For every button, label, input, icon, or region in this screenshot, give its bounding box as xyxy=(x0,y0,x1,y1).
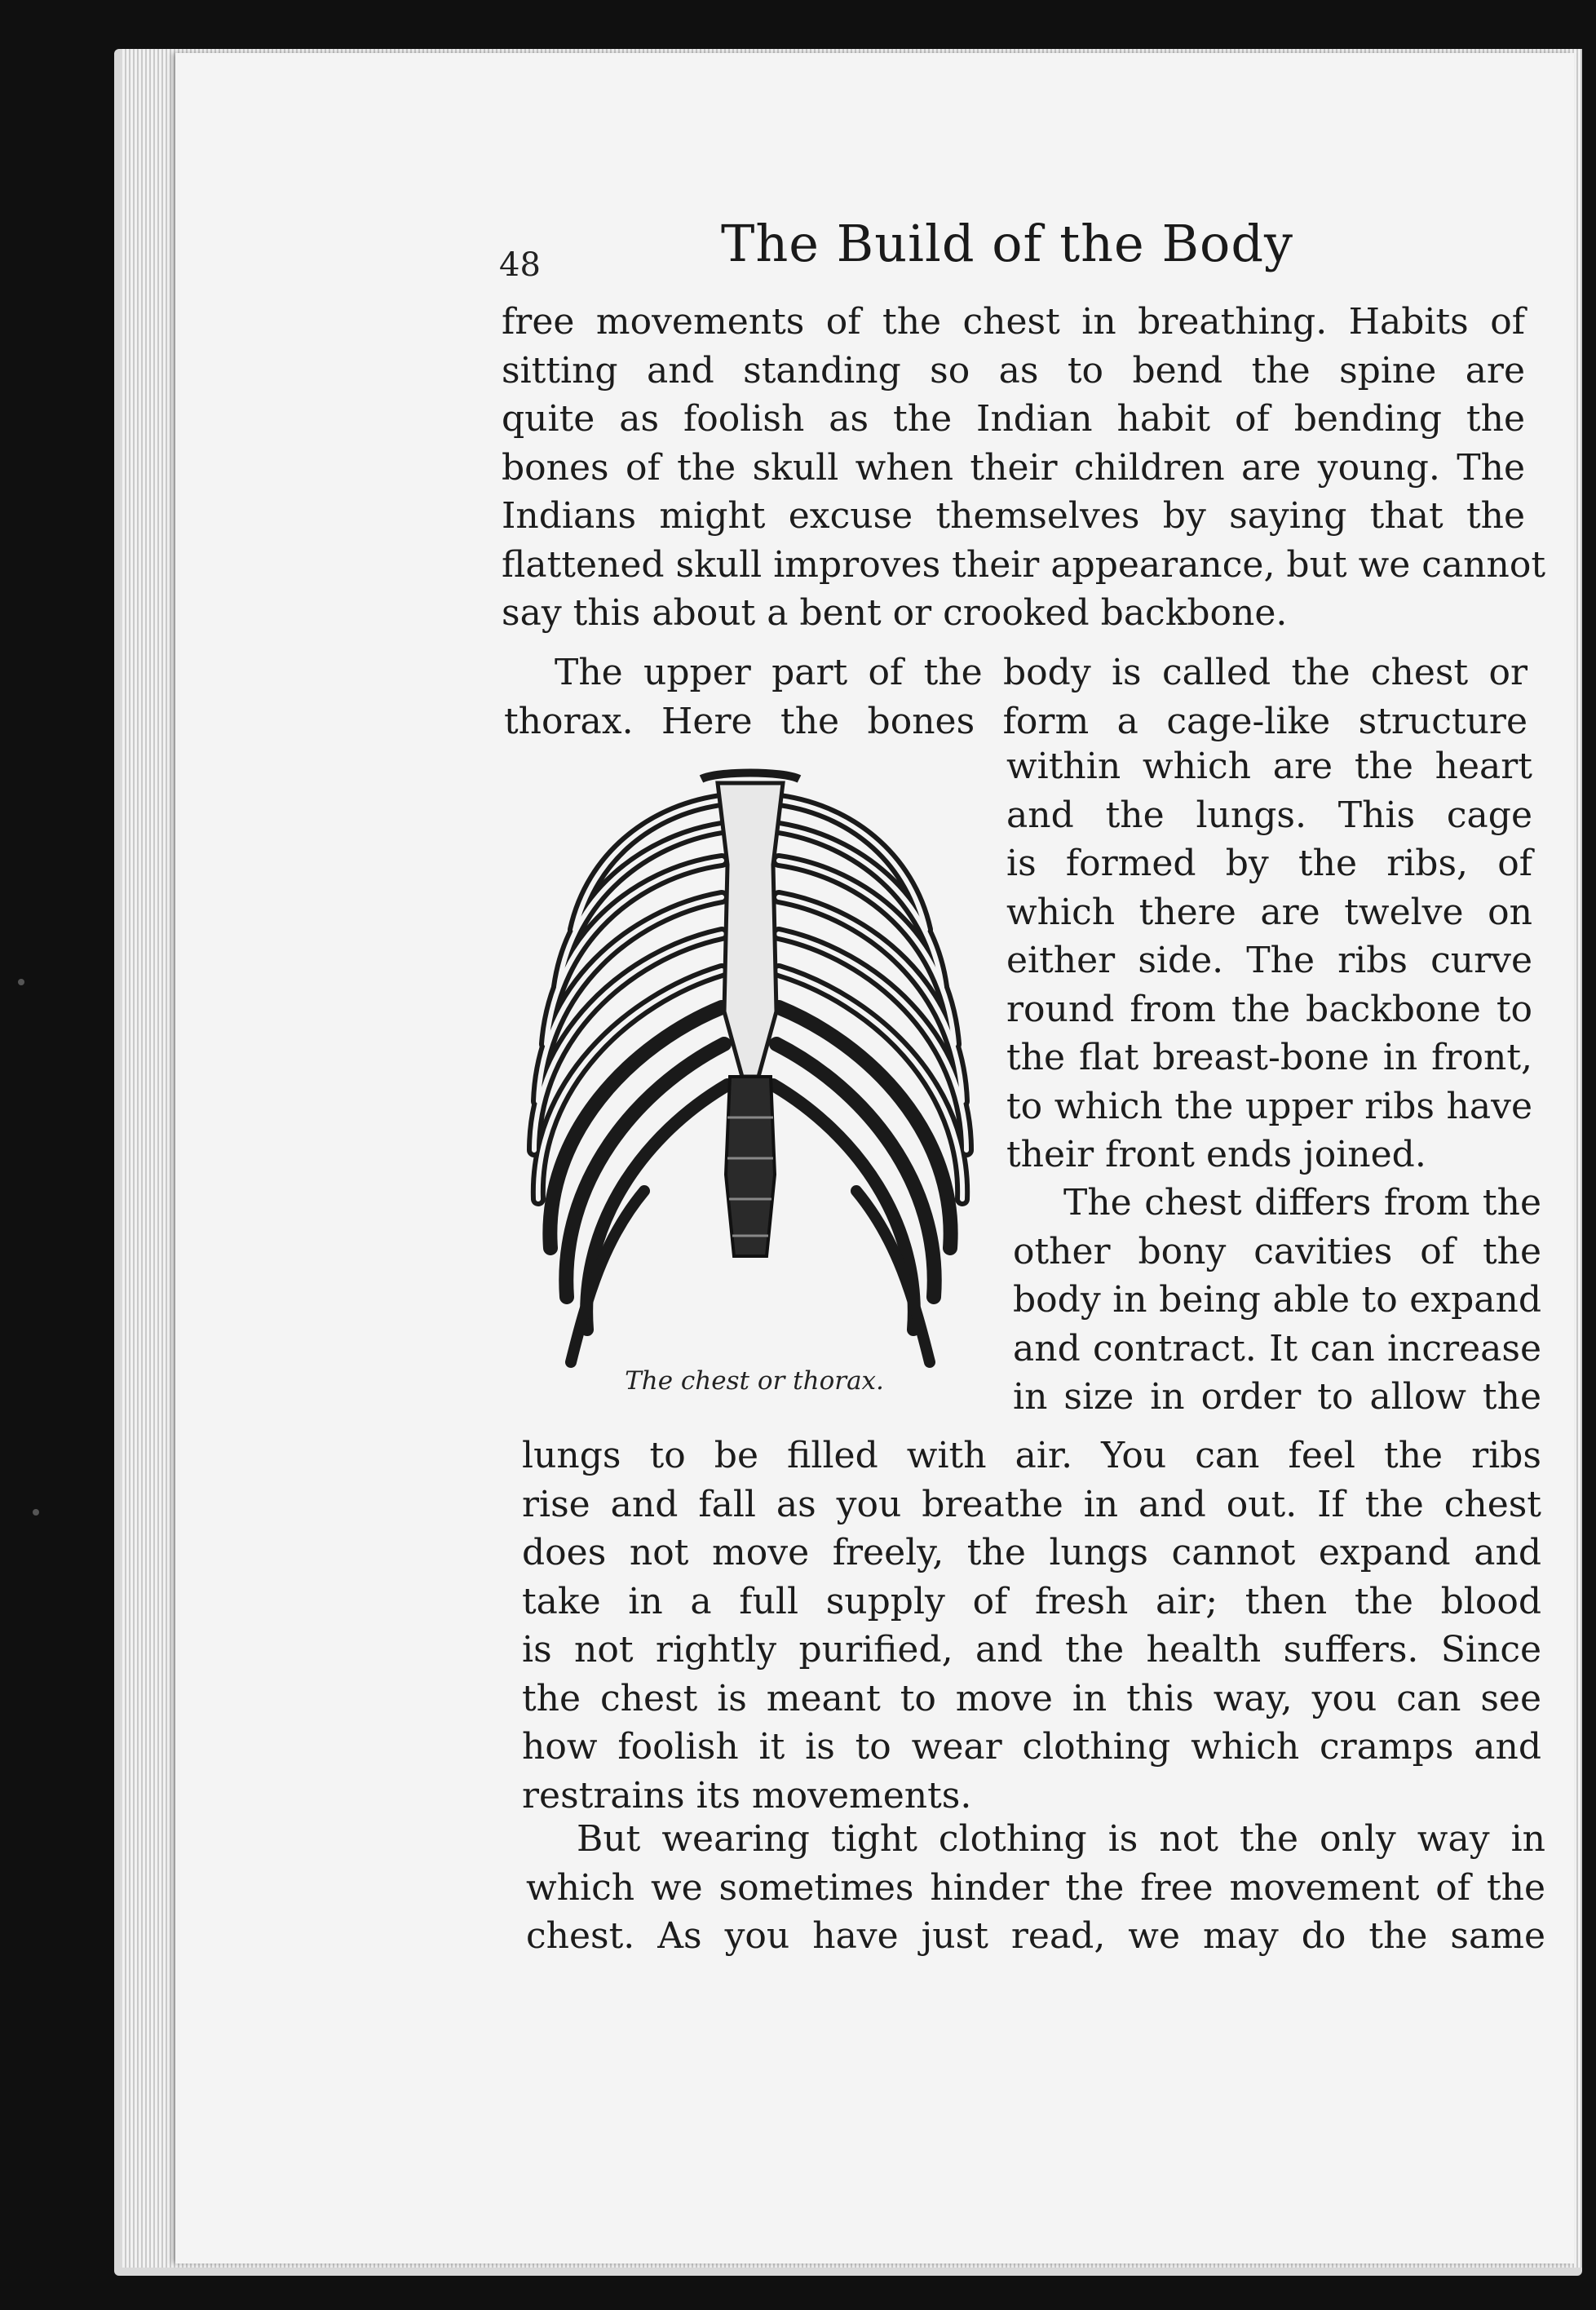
text-line: rise and fall as you breathe in and out. If the chest xyxy=(522,1483,1541,1525)
text-line: free movements of the chest in breathing. Habits of xyxy=(502,301,1525,343)
rib-cage-illustration xyxy=(514,767,987,1387)
text-line: sitting and standing so as to bend the spine are xyxy=(502,349,1525,392)
text-line: in size in order to allow the xyxy=(1013,1376,1541,1418)
paragraph-3-full xyxy=(522,1432,1541,1820)
paragraph-3-right-column xyxy=(1013,1179,1541,1422)
text-line: Indians might excuse themselves by saying that the xyxy=(502,495,1525,537)
text-line: say this about a bent or crooked backbone. xyxy=(502,592,1288,634)
text-line: The chest differs from the xyxy=(1063,1182,1541,1224)
text-line: is not rightly purified, and the health suffers. Since xyxy=(522,1629,1541,1671)
text-line: The upper part of the body is called the chest or xyxy=(555,652,1527,693)
margin-speck xyxy=(33,1509,39,1516)
running-head xyxy=(499,214,1514,295)
text-line: either side. The ribs curve xyxy=(1006,940,1532,981)
page-number: 48 xyxy=(499,246,541,284)
book-title: The Build of the Body xyxy=(721,214,1294,273)
text-line: does not move freely, the lungs cannot expand and xyxy=(522,1532,1541,1573)
text-line: which there are twelve on xyxy=(1006,891,1532,933)
rib-cage-drawing xyxy=(514,767,987,1387)
text-line: bones of the skull when their children are young. The xyxy=(502,446,1525,489)
paragraph-2-full xyxy=(504,648,1527,746)
text-line: body in being able to expand xyxy=(1013,1279,1541,1321)
text-line: But wearing tight clothing is not the only way in xyxy=(577,1818,1545,1860)
text-line: lungs to be filled with air. You can feel the ribs xyxy=(522,1435,1541,1476)
paragraph-4 xyxy=(526,1815,1545,1961)
paragraph-1 xyxy=(502,298,1545,638)
figure-caption: The chest or thorax. xyxy=(625,1366,884,1396)
text-line: take in a full supply of fresh air; then the blood xyxy=(522,1580,1541,1622)
text-line: and the lungs. This cage xyxy=(1006,794,1532,836)
paragraph-2-right-column xyxy=(1006,742,1532,1179)
text-line: thorax. Here the bones form a cage-like structure xyxy=(504,700,1527,742)
text-line: other bony cavities of the xyxy=(1013,1230,1541,1272)
text-line: quite as foolish as the Indian habit of bending the xyxy=(502,398,1525,440)
text-line: restrains its movements. xyxy=(522,1774,972,1817)
text-line: chest. As you have just read, we may do the same xyxy=(526,1915,1545,1957)
text-line: to which the upper ribs have xyxy=(1006,1085,1532,1127)
text-line: how foolish it is to wear clothing which cramps and xyxy=(522,1726,1541,1768)
text-line: the chest is meant to move in this way, you can see xyxy=(522,1677,1541,1719)
text-line: and contract. It can increase xyxy=(1013,1327,1541,1370)
text-line: within which are the heart xyxy=(1006,746,1532,787)
text-line: flattened skull improves their appearance, but we cannot xyxy=(502,543,1545,586)
margin-speck xyxy=(18,979,24,985)
text-line: round from the backbone to xyxy=(1006,988,1532,1030)
text-line: their front ends joined. xyxy=(1006,1134,1426,1175)
text-line: which we sometimes hinder the free movement of the xyxy=(526,1866,1545,1909)
text-line: is formed by the ribs, of xyxy=(1006,843,1532,884)
text-line: the flat breast-bone in front, xyxy=(1006,1037,1532,1078)
